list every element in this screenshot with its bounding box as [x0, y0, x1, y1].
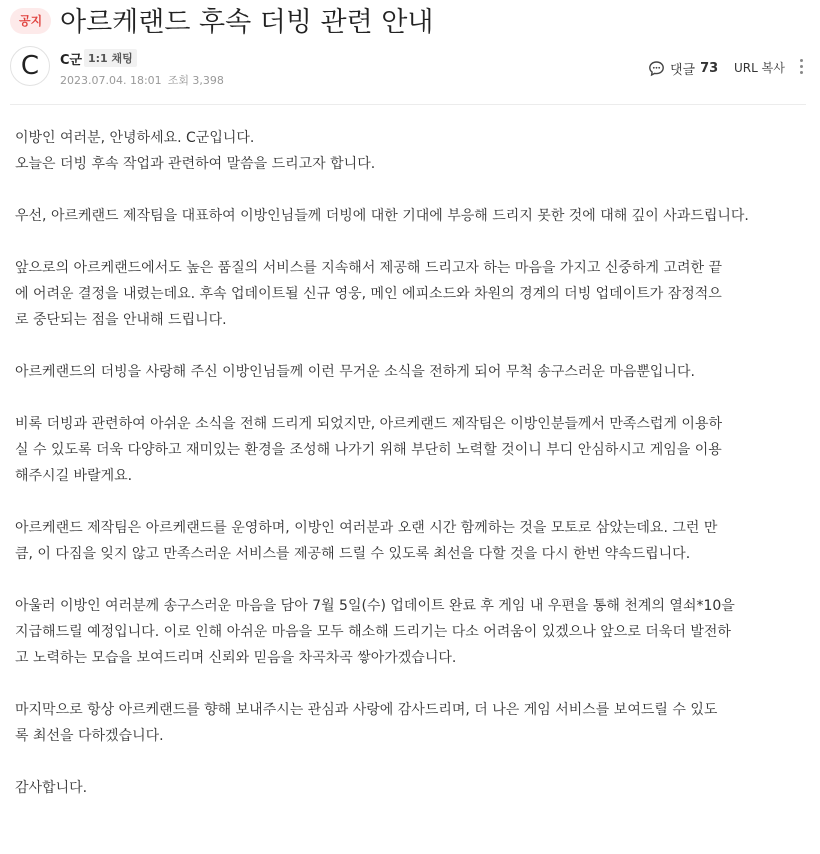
- copy-url-button[interactable]: URL 복사: [734, 61, 785, 75]
- page-title: 아르케랜드 후속 더빙 관련 안내: [60, 7, 434, 38]
- paragraph-line: 실 수 있도록 더욱 다양하고 재미있는 환경을 조성해 나가기 위해 부단히 노력할 것이니 부디 안심하시고 게임을 이용: [15, 442, 722, 458]
- paragraph-line: 마지막으로 항상 아르케랜드를 향해 보내주시는 관심과 사랑에 감사드리며, 더 나은 게임 서비스를 보여드릴 수 있도: [15, 702, 718, 718]
- paragraph: [15, 775, 810, 801]
- paragraph-line: 우선, 아르케랜드 제작팀을 대표하여 이방인님들께 더빙에 대한 기대에 부응해 드리지 못한 것에 대해 깊이 사과드립니다.: [15, 208, 749, 224]
- paragraph-line: 록 최선을 다하겠습니다.: [15, 728, 164, 744]
- paragraph-line: 비록 더빙과 관련하여 아쉬운 소식을 전해 드리게 되었지만, 아르케랜드 제작팀은 이방인분들께서 만족스럽게 이용하: [15, 416, 723, 432]
- speech-bubble-icon: [648, 60, 665, 77]
- view-count: 조회 3,398: [167, 74, 224, 87]
- vertical-dots-icon[interactable]: [796, 56, 806, 78]
- post-content: [15, 125, 810, 827]
- paragraph-line: 해주시길 바랄게요.: [15, 468, 133, 484]
- paragraph-line: 로 중단되는 점을 안내해 드립니다.: [15, 312, 227, 328]
- paragraph: [15, 359, 810, 385]
- paragraph-line: 감사합니다.: [15, 780, 88, 796]
- paragraph-line: 지급해드릴 예정입니다. 이로 인해 아쉬운 마음을 모두 해소해 드리기는 다소 어려움이 있겠으나 앞으로 더욱더 발전하: [15, 624, 731, 640]
- paragraph: [15, 411, 810, 489]
- post-date: 2023.07.04. 18:01: [60, 74, 162, 87]
- paragraph: [15, 255, 810, 333]
- avatar[interactable]: C: [10, 46, 50, 86]
- paragraph-line: 아르케랜드의 더빙을 사랑해 주신 이방인님들께 이런 무거운 소식을 전하게 되어 무척 송구스러운 마음뿐입니다.: [15, 364, 695, 380]
- paragraph: [15, 203, 810, 229]
- paragraph-line: 아르케랜드 제작팀은 아르케랜드를 운영하며, 이방인 여러분과 오랜 시간 함께하는 것을 모토로 삼았는데요. 그런 만: [15, 520, 718, 536]
- paragraph: [15, 515, 810, 567]
- paragraph: [15, 697, 810, 749]
- header-divider: [10, 104, 806, 105]
- paragraph-line: 오늘은 더빙 후속 작업과 관련하여 말씀을 드리고자 합니다.: [15, 156, 376, 172]
- author-name[interactable]: C군: [60, 53, 83, 68]
- paragraph-line: 아울러 이방인 여러분께 송구스러운 마음을 담아 7월 5일(수) 업데이트 완료 후 게임 내 우편을 통해 천계의 열쇠*10을: [15, 598, 735, 614]
- paragraph-line: 고 노력하는 모습을 보여드리며 신뢰와 믿음을 차곡차곡 쌓아가겠습니다.: [15, 650, 457, 666]
- paragraph-line: 에 어려운 결정을 내렸는데요. 후속 업데이트될 신규 영웅, 메인 에피소드와 차원의 경계의 더빙 업데이트가 잠정적으: [15, 286, 722, 302]
- comments-label: 댓글: [670, 62, 696, 78]
- paragraph-line: 이방인 여러분, 안녕하세요. C군입니다.: [15, 130, 255, 146]
- post-meta: [60, 72, 224, 88]
- paragraph-line: 앞으로의 아르케랜드에서도 높은 품질의 서비스를 지속해서 제공해 드리고자 하는 마음을 가지고 신중하게 고려한 끝: [15, 260, 723, 276]
- comments-count: 73: [700, 60, 719, 76]
- paragraph: [15, 593, 810, 671]
- chat-badge[interactable]: 1:1 채팅: [84, 49, 137, 67]
- paragraph-line: 큼, 이 다짐을 잊지 않고 만족스러운 서비스를 제공해 드릴 수 있도록 최선을 다할 것을 다시 한번 약속드립니다.: [15, 546, 691, 562]
- notice-badge: 공지: [10, 8, 51, 34]
- comments-button[interactable]: [648, 58, 718, 78]
- paragraph: [15, 125, 810, 177]
